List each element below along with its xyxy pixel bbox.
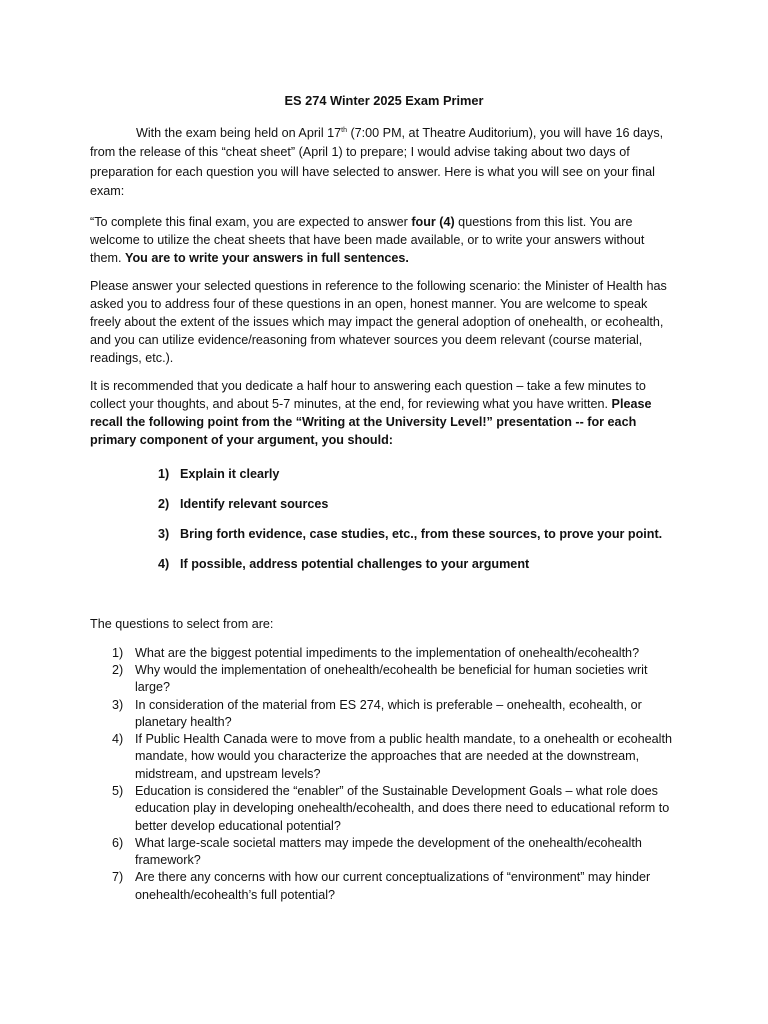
recommendation-paragraph bbox=[90, 377, 678, 449]
list-number: 1) bbox=[112, 645, 124, 660]
recommend-text: It is recommended that you dedicate a half hour to answering each question – take a few minutes to collect your thoughts, and about 5-7 minutes, at the end, for reviewing what you have written. bbox=[90, 378, 646, 411]
list-item bbox=[90, 783, 678, 835]
intro-paragraph bbox=[90, 124, 678, 202]
questions-intro: The questions to select from are: bbox=[90, 616, 274, 631]
scenario-paragraph: Please answer your selected questions in reference to the following scenario: the Minister of Health has asked you to address four of these questions in an open, honest manner. You are welcome to speak freely about the extent of the issues which may impact the general adoption of onehealth, or ecohealth, and you can utilize evidence/reasoning from whatever sources you deem relevant (course material, readings, etc.). bbox=[90, 278, 667, 365]
intro-superscript: th bbox=[341, 126, 347, 134]
list-item bbox=[90, 645, 678, 662]
list-item bbox=[90, 662, 678, 697]
question-text: In consideration of the material from ES 274, which is preferable – onehealth, ecohealth, or planetary health? bbox=[135, 697, 642, 729]
document-body bbox=[90, 92, 678, 904]
list-number: 3) bbox=[158, 526, 170, 541]
exam-text-1: “To complete this final exam, you are expected to answer bbox=[90, 214, 412, 229]
page-title: ES 274 Winter 2025 Exam Primer bbox=[284, 93, 484, 108]
list-number: 4) bbox=[158, 556, 170, 571]
list-number: 5) bbox=[112, 784, 124, 798]
question-text: Education is considered the “enabler” of the Sustainable Development Goals – what role does education play in developing onehealth/ecohealth, and does there need to educational reform to better develop educational potential? bbox=[135, 784, 670, 833]
list-number: 6) bbox=[112, 835, 124, 850]
exam-bold-count: four (4) bbox=[411, 214, 455, 229]
list-item-text: Explain it clearly bbox=[180, 466, 280, 481]
list-item bbox=[90, 555, 678, 573]
list-number: 7) bbox=[112, 870, 124, 885]
list-number: 4) bbox=[112, 732, 124, 747]
list-item bbox=[90, 869, 678, 904]
list-item-text: Bring forth evidence, case studies, etc., from these sources, to prove your point. bbox=[180, 526, 663, 541]
argument-steps-list bbox=[90, 465, 678, 573]
exam-text-2: questions from this list. You are welcome to utilize the cheat sheets that have been made available, or to write your answers without them. bbox=[90, 214, 645, 265]
questions-list bbox=[90, 645, 678, 904]
list-item-text: Identify relevant sources bbox=[180, 496, 329, 511]
exam-bold-sentences: You are to write your answers in full sentences. bbox=[125, 250, 409, 265]
question-text: Why would the implementation of onehealth/ecohealth be beneficial for human societies writ large? bbox=[135, 662, 648, 695]
list-number: 2) bbox=[112, 662, 124, 677]
recommend-bold: Please recall the following point from the “Writing at the University Level!” presentation -- for each primary component of your argument, you should: bbox=[90, 396, 652, 447]
question-text: Are there any concerns with how our current conceptualizations of “environment” may hinder onehealth/ecohealth’s full potential? bbox=[135, 870, 651, 902]
list-item bbox=[90, 495, 678, 513]
question-text: What are the biggest potential impediments to the implementation of onehealth/ecohealth? bbox=[135, 645, 640, 660]
list-number: 2) bbox=[158, 496, 170, 511]
intro-text-2: (7:00 PM, at Theatre Auditorium), you will have 16 days, from the release of this “cheat sheet” (April 1) to prepare; I would advise taking about two days of preparation for each question you will have selected to answer. Here is what you will see on your final exam: bbox=[90, 126, 664, 199]
intro-text-1: With the exam being held on April 17 bbox=[136, 126, 342, 140]
list-item bbox=[90, 697, 678, 732]
exam-instructions-paragraph bbox=[90, 213, 678, 267]
list-number: 3) bbox=[112, 697, 124, 712]
list-item bbox=[90, 465, 678, 483]
question-text: What large-scale societal matters may impede the development of the onehealth/ecohealth framework? bbox=[135, 835, 642, 868]
list-item-text: If possible, address potential challenges to your argument bbox=[180, 556, 530, 571]
list-item bbox=[90, 835, 678, 870]
list-item bbox=[90, 525, 678, 543]
list-number: 1) bbox=[158, 466, 170, 481]
question-text: If Public Health Canada were to move from a public health mandate, to a onehealth or ecohealth mandate, how would you characterize the approaches that are needed at the downstream, midstream, and upstream levels? bbox=[135, 732, 672, 781]
list-item bbox=[90, 731, 678, 783]
